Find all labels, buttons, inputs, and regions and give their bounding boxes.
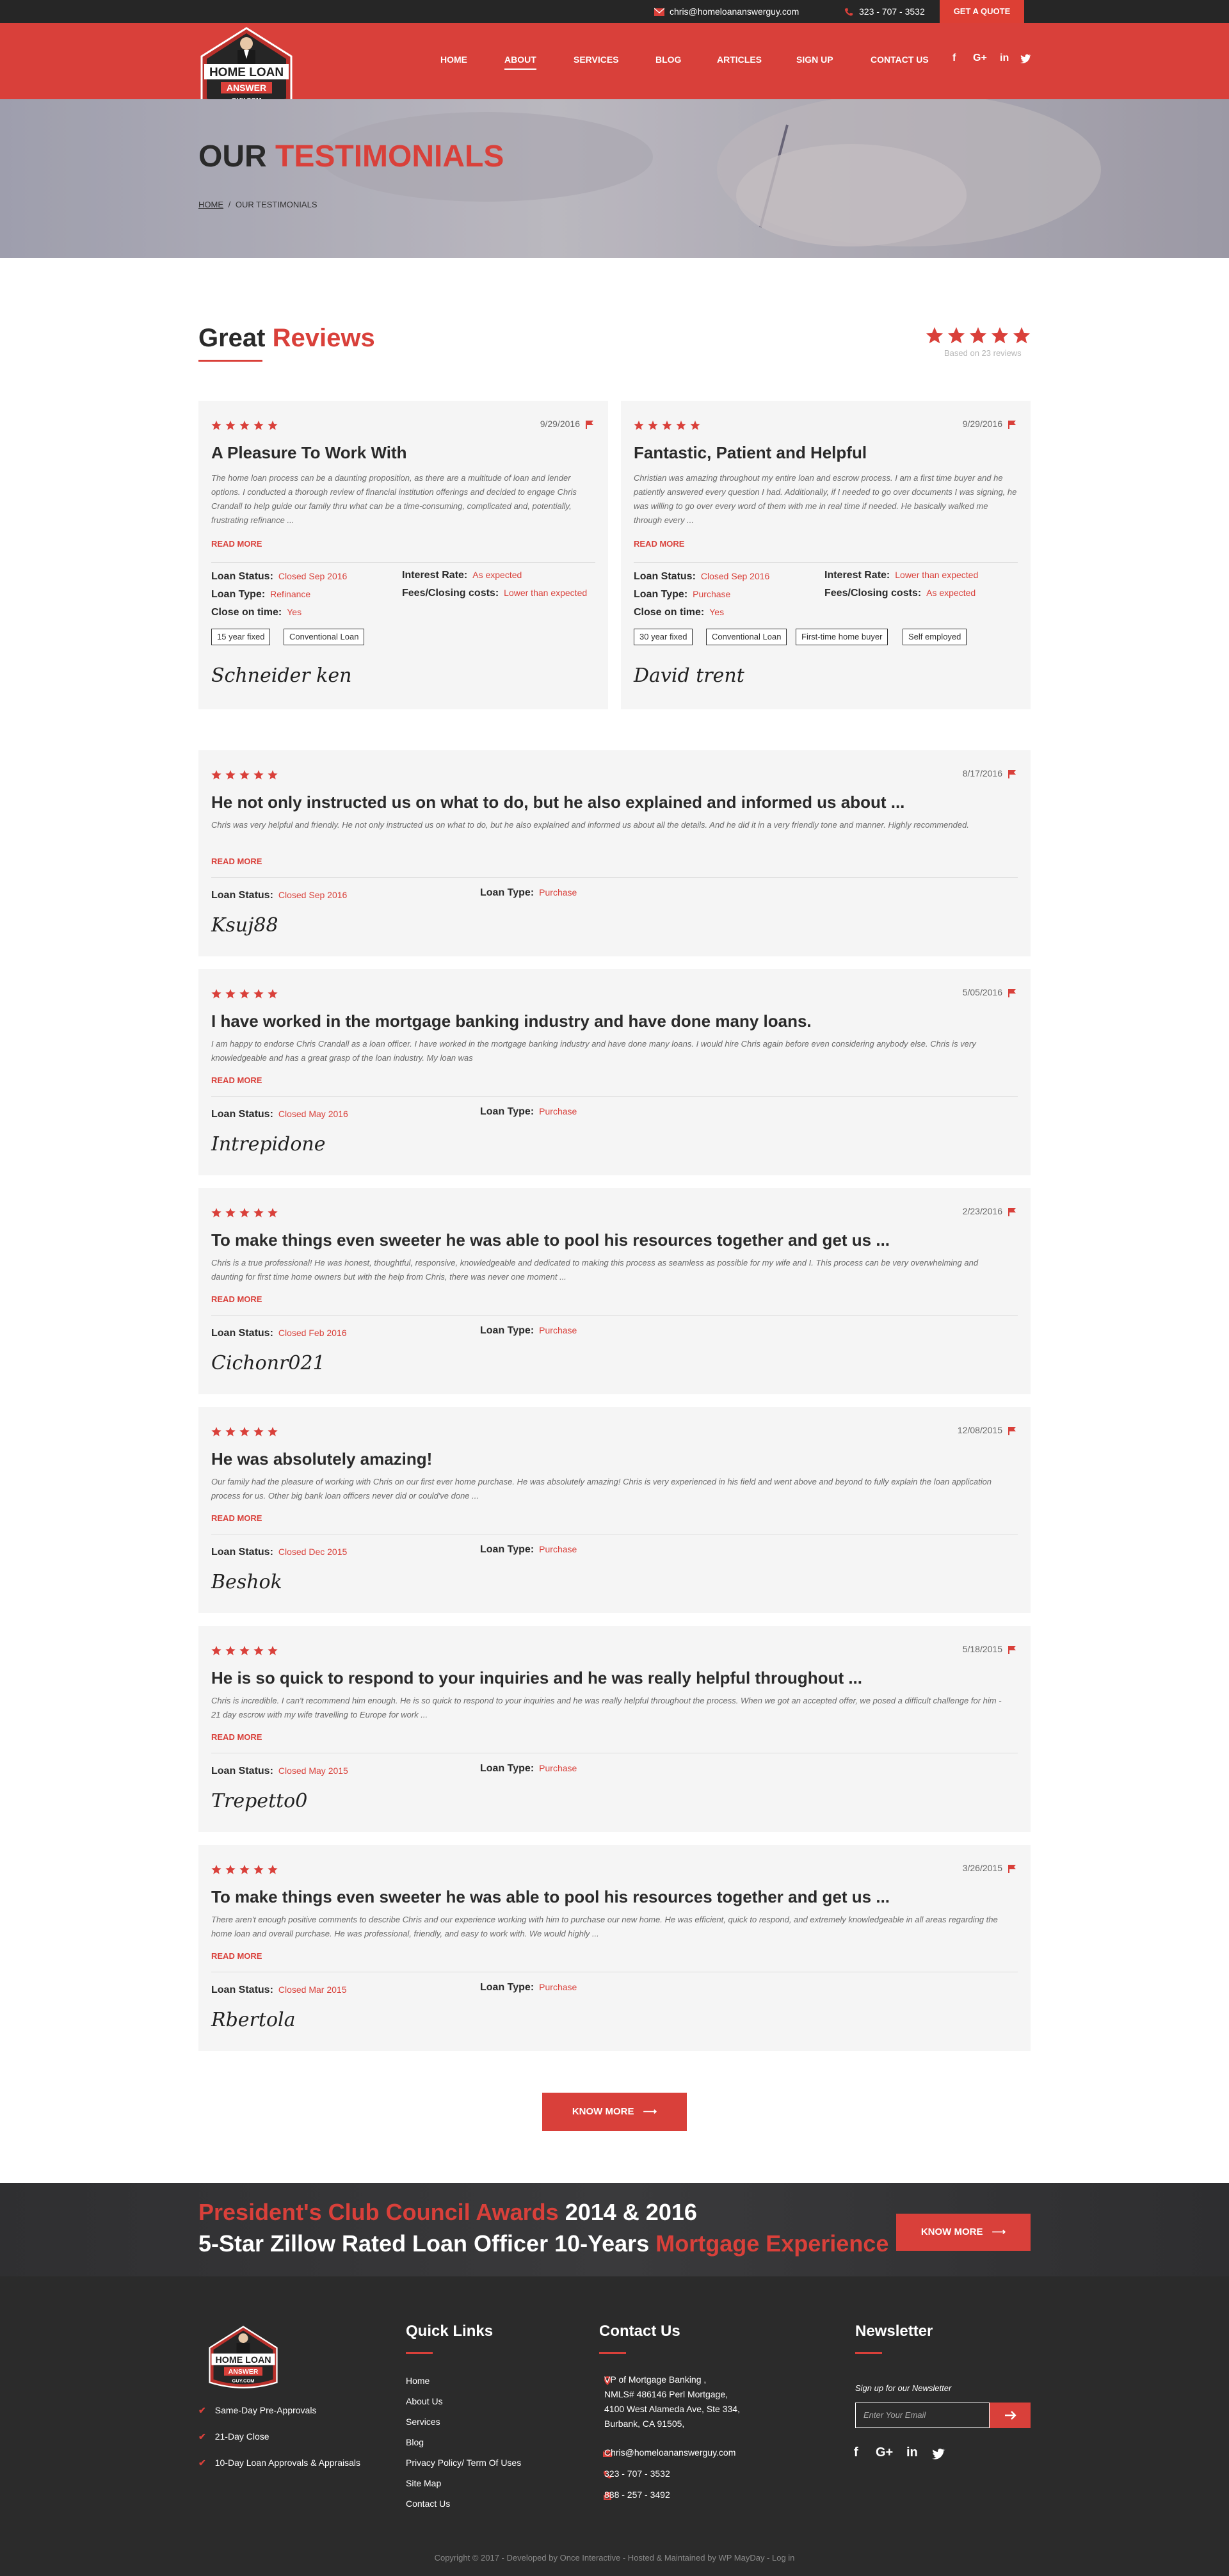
quick-link[interactable]: About Us bbox=[406, 2396, 443, 2406]
reviewer-signature: Schneider ken bbox=[211, 664, 352, 687]
review-date bbox=[963, 1206, 1016, 1216]
fees-closing-costs-label: Fees/Closing costs: bbox=[824, 588, 922, 599]
quick-links-title: Quick Links bbox=[406, 2322, 494, 2340]
star-icon bbox=[268, 1865, 277, 1874]
reviewer-signature: Cichonr021 bbox=[211, 1352, 325, 1374]
review-date-text: 2/23/2016 bbox=[962, 1206, 1002, 1216]
loan-status bbox=[211, 890, 347, 901]
review-date bbox=[540, 419, 594, 429]
interest-rate bbox=[824, 570, 978, 581]
review-card bbox=[198, 1626, 1031, 1832]
newsletter-subtitle: Sign up for our Newsletter bbox=[855, 2383, 952, 2393]
loan-status-value: Closed Dec 2015 bbox=[278, 1547, 348, 1557]
star-icon bbox=[225, 989, 235, 998]
address-line: NMLS# 486146 Perl Mortgage, bbox=[604, 2389, 728, 2399]
loan-status bbox=[211, 571, 347, 583]
loan-type-value: Refinance bbox=[270, 589, 311, 599]
star-rating bbox=[634, 420, 704, 430]
footer-feature bbox=[198, 2458, 360, 2468]
reviews-heading-b: Reviews bbox=[272, 324, 375, 352]
google-plus-icon[interactable]: G+ bbox=[973, 52, 987, 63]
svg-text:GUY.COM: GUY.COM bbox=[232, 2378, 255, 2384]
address-line: VP of Mortgage Banking , bbox=[604, 2374, 707, 2385]
page-hero bbox=[0, 99, 1229, 258]
star-icon bbox=[225, 421, 235, 430]
breadcrumb-current: OUR TESTIMONIALS bbox=[235, 200, 317, 209]
star-icon bbox=[239, 989, 249, 998]
footer-social bbox=[854, 2445, 956, 2461]
loan-status bbox=[211, 1328, 347, 1339]
review-date bbox=[963, 987, 1016, 997]
footer-feature-label: 10-Day Loan Approvals & Appraisals bbox=[214, 2458, 360, 2468]
address-line: Burbank, CA 91505, bbox=[604, 2419, 685, 2429]
star-icon bbox=[211, 1208, 221, 1217]
fees-closing-costs bbox=[824, 588, 976, 599]
loan-tag: Self employed bbox=[903, 629, 967, 645]
loan-type-label: Loan Type: bbox=[480, 1106, 534, 1117]
loan-status-value: Closed Feb 2016 bbox=[278, 1328, 347, 1338]
breadcrumb-separator: / bbox=[228, 200, 231, 209]
loan-status-value: Closed May 2016 bbox=[278, 1109, 348, 1119]
loan-type-label: Loan Type: bbox=[480, 887, 534, 898]
review-title: He was absolutely amazing! bbox=[211, 1449, 433, 1469]
reviewer-signature: Ksuj88 bbox=[211, 914, 278, 937]
review-date-text: 3/26/2015 bbox=[962, 1863, 1002, 1873]
loan-status bbox=[211, 1984, 347, 1996]
star-icon bbox=[253, 1208, 263, 1217]
quick-link[interactable]: Contact Us bbox=[406, 2499, 451, 2509]
newsletter-email-input[interactable]: Enter Your Email bbox=[855, 2403, 990, 2428]
linkedin-icon[interactable]: in bbox=[906, 2445, 918, 2459]
fees-closing-costs-value: Lower than expected bbox=[504, 588, 588, 598]
footer-feature bbox=[198, 2405, 316, 2416]
read-more-link[interactable]: READ MORE bbox=[211, 1075, 262, 1085]
star-icon bbox=[211, 421, 221, 430]
review-card bbox=[621, 401, 1031, 709]
flag-icon[interactable] bbox=[585, 420, 594, 429]
nav-articles[interactable]: ARTICLES bbox=[717, 54, 762, 65]
quick-link[interactable]: Privacy Policy/ Term Of Uses bbox=[406, 2458, 522, 2468]
page-title bbox=[198, 139, 504, 174]
interest-rate bbox=[402, 570, 522, 581]
star-icon bbox=[634, 421, 643, 430]
star-icon bbox=[225, 1646, 235, 1655]
reviewer-signature: Trepetto0 bbox=[211, 1790, 308, 1812]
star-icon bbox=[648, 421, 657, 430]
nav-home[interactable]: HOME bbox=[440, 54, 467, 65]
loan-type-value: Purchase bbox=[539, 1763, 577, 1773]
page-title-a: OUR bbox=[198, 140, 267, 173]
interest-rate-label: Interest Rate: bbox=[824, 570, 890, 581]
top-email: chris@homeloananswerguy.com bbox=[670, 6, 799, 17]
star-icon bbox=[239, 1646, 249, 1655]
star-icon bbox=[211, 1646, 221, 1655]
star-icon bbox=[225, 1427, 235, 1436]
loan-status bbox=[211, 1547, 347, 1558]
top-bar bbox=[0, 0, 1229, 23]
contact-phone[interactable]: 323 - 707 - 3532 bbox=[604, 2468, 670, 2479]
star-icon bbox=[268, 1646, 277, 1655]
review-date-text: 5/18/2015 bbox=[962, 1644, 1002, 1654]
loan-tag: 30 year fixed bbox=[634, 629, 693, 645]
read-more-link[interactable]: READ MORE bbox=[211, 539, 262, 549]
star-icon bbox=[926, 327, 944, 343]
review-card bbox=[198, 750, 1031, 956]
address-line: 4100 West Alameda Ave, Ste 334, bbox=[604, 2404, 740, 2414]
review-body: Chris was very helpful and friendly. He not only instructed us on what to do, but he also explained and informed us about all the details. And he did it in a very friendly tone and manner. Highly recommended. bbox=[211, 820, 969, 830]
loan-tag: First-time home buyer bbox=[796, 629, 888, 645]
page-title-b: TESTIMONIALS bbox=[275, 140, 504, 173]
awards-line-1 bbox=[198, 2199, 697, 2226]
star-rating bbox=[211, 420, 282, 430]
contact-underline bbox=[599, 2352, 626, 2354]
star-icon bbox=[253, 770, 263, 779]
google-plus-icon[interactable]: G+ bbox=[876, 2445, 894, 2459]
loan-type-value: Purchase bbox=[539, 1544, 577, 1554]
know-more-button[interactable] bbox=[542, 2093, 687, 2131]
review-date-text: 8/17/2016 bbox=[962, 768, 1002, 778]
arrow-right-icon: ⟶ bbox=[643, 2106, 657, 2117]
twitter-icon[interactable] bbox=[1020, 54, 1032, 63]
linkedin-icon[interactable]: in bbox=[1000, 52, 1009, 63]
check-icon: ✔ bbox=[198, 2405, 206, 2415]
awards-line-1-a: President's Club Council Awards bbox=[198, 2199, 559, 2225]
loan-status-value: Closed Mar 2015 bbox=[278, 1984, 347, 1995]
review-title: He not only instructed us on what to do, but he also explained and informed us about ... bbox=[211, 793, 905, 812]
star-icon bbox=[211, 770, 221, 779]
star-icon bbox=[676, 421, 686, 430]
fees-closing-costs-label: Fees/Closing costs: bbox=[402, 588, 499, 599]
nav-services[interactable]: SERVICES bbox=[574, 54, 619, 65]
svg-text:ANSWER: ANSWER bbox=[226, 83, 267, 93]
loan-status-label: Loan Status: bbox=[211, 1984, 273, 1995]
loan-type-label: Loan Type: bbox=[480, 1544, 534, 1555]
star-icon bbox=[268, 989, 277, 998]
reviewer-signature: Beshok bbox=[211, 1571, 282, 1593]
review-card bbox=[198, 1845, 1031, 2051]
awards-line-2-a: 5-Star Zillow Rated Loan Officer 10-Years bbox=[198, 2230, 650, 2257]
loan-status-value: Closed Sep 2016 bbox=[278, 890, 348, 900]
review-card bbox=[198, 1407, 1031, 1613]
awards-button-label: KNOW MORE bbox=[920, 2226, 983, 2237]
newsletter-underline bbox=[855, 2352, 882, 2354]
read-more-link[interactable]: READ MORE bbox=[211, 1294, 262, 1304]
read-more-link[interactable]: READ MORE bbox=[211, 1951, 262, 1961]
reviewer-signature: Intrepidone bbox=[211, 1133, 326, 1155]
review-body: The home loan process can be a daunting proposition, as there are a multitude of loan and lender options. I conducted a thorough review of financial institution offerings and decided to engage Chris Crandall to help guide our family thru what can be a time-consuming, complicated and, potentially, frustrating refinance ... bbox=[211, 473, 577, 525]
contact-address bbox=[604, 2372, 740, 2431]
loan-status-value: Closed Sep 2016 bbox=[700, 571, 770, 581]
review-date-text: 9/29/2016 bbox=[540, 419, 580, 429]
reviews-heading-a: Great bbox=[198, 324, 266, 352]
loan-type bbox=[480, 1544, 577, 1556]
review-body: Our family had the pleasure of working with Chris on our first ever home purchase. He was absolutely amazing! Chris is very experienced in his field and went above and beyond to fully explain the loan application process for us. Other big bank loan officers never did or could've done ... bbox=[211, 1477, 992, 1501]
review-date-text: 9/29/2016 bbox=[962, 419, 1002, 429]
star-icon bbox=[992, 327, 1009, 343]
rating-stars bbox=[211, 988, 282, 999]
star-icon bbox=[239, 421, 249, 430]
flag-icon[interactable] bbox=[1008, 1207, 1016, 1216]
nav-signup[interactable]: SIGN UP bbox=[796, 54, 833, 65]
loan-status-label: Loan Status: bbox=[634, 571, 696, 582]
star-rating bbox=[211, 1207, 282, 1218]
newsletter-submit-button[interactable] bbox=[990, 2403, 1031, 2428]
envelope-icon bbox=[654, 8, 664, 17]
star-rating bbox=[211, 1864, 282, 1874]
review-title: To make things even sweeter he was able to pool his resources together and get us ... bbox=[211, 1230, 890, 1250]
fees-closing-costs bbox=[402, 588, 587, 599]
divider bbox=[211, 877, 1018, 878]
review-card bbox=[198, 969, 1031, 1175]
loan-type bbox=[480, 887, 577, 899]
loan-type-value: Purchase bbox=[693, 589, 731, 599]
loan-type bbox=[480, 1106, 577, 1118]
close-on-time-value: Yes bbox=[709, 607, 725, 617]
review-title: To make things even sweeter he was able to pool his resources together and get us ... bbox=[211, 1887, 890, 1906]
star-icon bbox=[1013, 327, 1031, 343]
star-icon bbox=[253, 989, 263, 998]
star-icon bbox=[239, 770, 249, 779]
star-icon bbox=[268, 1427, 277, 1436]
rating-stars bbox=[211, 1207, 282, 1218]
svg-text:ANSWER: ANSWER bbox=[228, 2368, 259, 2376]
star-icon bbox=[211, 1865, 221, 1874]
star-icon bbox=[662, 421, 671, 430]
flag-icon[interactable] bbox=[1008, 1426, 1016, 1435]
loan-type-value: Purchase bbox=[539, 887, 577, 898]
read-more-link[interactable]: READ MORE bbox=[211, 857, 262, 866]
close-on-time-label: Close on time: bbox=[211, 607, 282, 618]
loan-status-value: Closed Sep 2016 bbox=[278, 571, 348, 581]
newsletter-title: Newsletter bbox=[855, 2322, 933, 2340]
loan-status-label: Loan Status: bbox=[211, 890, 273, 901]
svg-text:HOME LOAN: HOME LOAN bbox=[209, 66, 284, 79]
facebook-icon[interactable]: f bbox=[854, 2445, 858, 2459]
nav-about[interactable]: ABOUT bbox=[504, 54, 536, 70]
review-card bbox=[198, 401, 608, 709]
close-on-time-value: Yes bbox=[287, 607, 302, 617]
loan-type-value: Purchase bbox=[539, 1982, 577, 1992]
divider bbox=[211, 562, 595, 563]
star-icon bbox=[225, 770, 235, 779]
flag-icon[interactable] bbox=[1008, 1645, 1016, 1654]
nav-blog[interactable]: BLOG bbox=[655, 54, 682, 65]
loan-type bbox=[480, 1325, 577, 1337]
review-body: I am happy to endorse Chris Crandall as a loan officer. I have worked in the mortgage banking industry and have done many loans. I would hire Chris again before even considering anybody else. Chris is very knowledgeable and has a great grasp of the loan industry. My loan was bbox=[211, 1039, 976, 1063]
loan-type-label: Loan Type: bbox=[480, 1763, 534, 1774]
star-icon bbox=[970, 327, 987, 343]
loan-type bbox=[634, 589, 730, 600]
quick-link[interactable]: Services bbox=[406, 2417, 440, 2427]
facebook-icon[interactable]: f bbox=[952, 52, 956, 63]
header-social bbox=[952, 52, 1036, 68]
loan-status-value: Closed May 2015 bbox=[278, 1766, 348, 1776]
divider bbox=[211, 1315, 1018, 1316]
review-date bbox=[958, 1425, 1016, 1435]
review-date bbox=[963, 1863, 1016, 1873]
footer-logo[interactable] bbox=[205, 2321, 282, 2392]
loan-status-label: Loan Status: bbox=[211, 1766, 273, 1776]
awards-banner bbox=[0, 2183, 1229, 2276]
review-body: Christian was amazing throughout my entire loan and escrow process. I am a first time buyer and he patiently answered every question I had. Additionally, if I needed to go over documents I was signing, he was willing to go over every word of them with me in real time if needed. He basically walked me through every ... bbox=[634, 473, 1017, 525]
read-more-link[interactable]: READ MORE bbox=[211, 1732, 262, 1742]
contact-title: Contact Us bbox=[599, 2322, 680, 2340]
rating-stars bbox=[634, 420, 704, 430]
reviewer-signature: Rbertola bbox=[211, 2009, 296, 2031]
review-body: Chris is a true professional! He was honest, thoughtful, responsive, knowledgeable and dedicated to making this process as seamless as possible for my wife and I. This process can be very overwhelming and daunting for first time home owners but with the help from Chris, there was never one moment ... bbox=[211, 1258, 979, 1282]
loan-status bbox=[634, 571, 769, 583]
review-title: I have worked in the mortgage banking industry and have done many loans. bbox=[211, 1011, 812, 1031]
review-body: Chris is incredible. I can't recommend him enough. He is so quick to respond to your inquiries and he was really helpful throughout the process. When we got an accepted offer, we posed a difficult challenge for him - 21 day escrow with my wife travelling to Europe for work ... bbox=[211, 1696, 1002, 1719]
loan-status bbox=[211, 1109, 348, 1120]
interest-rate-value: Lower than expected bbox=[895, 570, 979, 580]
reviews-heading-underline bbox=[198, 360, 262, 362]
star-icon bbox=[253, 1865, 263, 1874]
review-date bbox=[963, 1644, 1016, 1654]
rating-stars bbox=[211, 420, 282, 430]
loan-type-value: Purchase bbox=[539, 1325, 577, 1335]
check-icon: ✔ bbox=[198, 2458, 206, 2468]
site-header bbox=[0, 23, 1229, 99]
loan-type bbox=[480, 1763, 577, 1775]
loan-type-label: Loan Type: bbox=[634, 589, 688, 600]
nav-contact[interactable]: CONTACT US bbox=[871, 54, 929, 65]
based-on-count: Based on 23 reviews bbox=[944, 348, 1022, 358]
star-icon bbox=[268, 421, 277, 430]
loan-type-label: Loan Type: bbox=[480, 1325, 534, 1336]
star-icon bbox=[948, 327, 965, 343]
star-icon bbox=[253, 421, 263, 430]
star-icon bbox=[253, 1427, 263, 1436]
close-on-time bbox=[634, 607, 724, 618]
star-icon bbox=[253, 1646, 263, 1655]
flag-icon[interactable] bbox=[1008, 420, 1016, 429]
loan-tag: Conventional Loan bbox=[284, 629, 364, 645]
review-date-text: 12/08/2015 bbox=[957, 1425, 1002, 1435]
reviews-heading bbox=[198, 324, 375, 353]
review-title: Fantastic, Patient and Helpful bbox=[634, 443, 867, 462]
loan-status-label: Loan Status: bbox=[211, 1109, 273, 1120]
loan-status-label: Loan Status: bbox=[211, 571, 273, 582]
flag-icon[interactable] bbox=[1008, 769, 1016, 778]
review-date-text: 5/05/2016 bbox=[962, 987, 1002, 997]
review-body: There aren't enough positive comments to describe Chris and our experience working with him to purchase our new home. He was efficient, quick to respond, and extremely knowledgeable in all areas regarding the home loan and overall purchase. He was professional, friendly, and easy to work with. We would highly ... bbox=[211, 1915, 998, 1938]
star-icon bbox=[690, 421, 700, 430]
interest-rate-label: Interest Rate: bbox=[402, 570, 468, 581]
star-rating bbox=[211, 1426, 282, 1437]
read-more-link[interactable]: READ MORE bbox=[211, 1513, 262, 1523]
footer-feature-label: 21-Day Close bbox=[214, 2431, 269, 2442]
top-phone-link[interactable] bbox=[844, 0, 925, 23]
quick-link[interactable]: Blog bbox=[406, 2437, 424, 2447]
loan-type bbox=[211, 589, 310, 600]
site-footer bbox=[0, 2276, 1229, 2576]
interest-rate-value: As expected bbox=[472, 570, 522, 580]
hero-overlay bbox=[0, 99, 1229, 258]
svg-text:HOME LOAN: HOME LOAN bbox=[215, 2355, 271, 2365]
twitter-icon[interactable] bbox=[932, 2448, 946, 2459]
copyright: Copyright © 2017 - Developed by Once Interactive - Hosted & Maintained by WP MayDay - Log in bbox=[434, 2553, 795, 2563]
flag-icon[interactable] bbox=[1008, 988, 1016, 997]
star-icon bbox=[268, 770, 277, 779]
loan-type-value: Purchase bbox=[539, 1106, 577, 1116]
loan-type-label: Loan Type: bbox=[480, 1982, 534, 1993]
loan-type-label: Loan Type: bbox=[211, 589, 266, 600]
review-title: A Pleasure To Work With bbox=[211, 443, 407, 462]
contact-email[interactable]: Chris@homeloananswerguy.com bbox=[604, 2447, 736, 2458]
loan-tag: Conventional Loan bbox=[706, 629, 787, 645]
star-rating bbox=[211, 988, 282, 999]
breadcrumb-home[interactable]: HOME bbox=[198, 200, 223, 209]
star-icon bbox=[225, 1208, 235, 1217]
breadcrumb bbox=[198, 200, 317, 209]
loan-status bbox=[211, 1766, 348, 1777]
reviewer-signature: David trent bbox=[634, 664, 744, 687]
quick-links-underline bbox=[406, 2352, 433, 2354]
contact-fax: 888 - 257 - 3492 bbox=[604, 2490, 670, 2500]
divider bbox=[211, 1096, 1018, 1097]
flag-icon[interactable] bbox=[1008, 1864, 1016, 1873]
top-email-link[interactable] bbox=[654, 0, 799, 23]
close-on-time bbox=[211, 607, 301, 618]
review-title: He is so quick to respond to your inquiries and he was really helpful throughout ... bbox=[211, 1668, 863, 1687]
star-rating bbox=[211, 1645, 282, 1655]
rating-stars bbox=[211, 1426, 282, 1437]
read-more-link[interactable]: READ MORE bbox=[634, 539, 685, 549]
get-a-quote-button[interactable]: GET A QUOTE bbox=[940, 0, 1024, 23]
arrow-right-icon bbox=[990, 2403, 1031, 2428]
rating-stars bbox=[211, 769, 282, 780]
loan-type bbox=[480, 1982, 577, 1993]
phone-icon bbox=[844, 8, 854, 17]
footer-feature bbox=[198, 2431, 269, 2442]
star-icon bbox=[239, 1208, 249, 1217]
awards-line-1-b: 2014 & 2016 bbox=[565, 2199, 697, 2225]
check-icon: ✔ bbox=[198, 2431, 206, 2442]
divider bbox=[634, 562, 1018, 563]
close-on-time-label: Close on time: bbox=[634, 607, 705, 618]
review-date bbox=[963, 768, 1016, 778]
footer-feature-label: Same-Day Pre-Approvals bbox=[214, 2405, 317, 2415]
star-icon bbox=[239, 1865, 249, 1874]
review-date bbox=[963, 419, 1016, 429]
star-icon bbox=[268, 1208, 277, 1217]
quick-link[interactable]: Home bbox=[406, 2376, 430, 2386]
awards-line-2-b: Mortgage Experience bbox=[655, 2230, 889, 2257]
loan-status-label: Loan Status: bbox=[211, 1328, 273, 1339]
review-card bbox=[198, 1188, 1031, 1394]
fees-closing-costs-value: As expected bbox=[926, 588, 976, 598]
awards-know-more-button[interactable] bbox=[896, 2214, 1031, 2251]
know-more-label: KNOW MORE bbox=[572, 2106, 634, 2117]
summary-rating-stars bbox=[925, 326, 1034, 346]
star-icon bbox=[239, 1427, 249, 1436]
loan-tag: 15 year fixed bbox=[211, 629, 270, 645]
star-icon bbox=[211, 989, 221, 998]
top-phone: 323 - 707 - 3532 bbox=[859, 6, 925, 17]
rating-stars bbox=[211, 1645, 282, 1655]
awards-line-2 bbox=[198, 2230, 888, 2257]
star-icon bbox=[225, 1865, 235, 1874]
star-icon bbox=[211, 1427, 221, 1436]
star-rating bbox=[211, 769, 282, 780]
loan-status-label: Loan Status: bbox=[211, 1547, 273, 1558]
rating-stars bbox=[211, 1864, 282, 1874]
quick-link[interactable]: Site Map bbox=[406, 2478, 442, 2488]
arrow-right-icon: ⟶ bbox=[992, 2226, 1006, 2237]
